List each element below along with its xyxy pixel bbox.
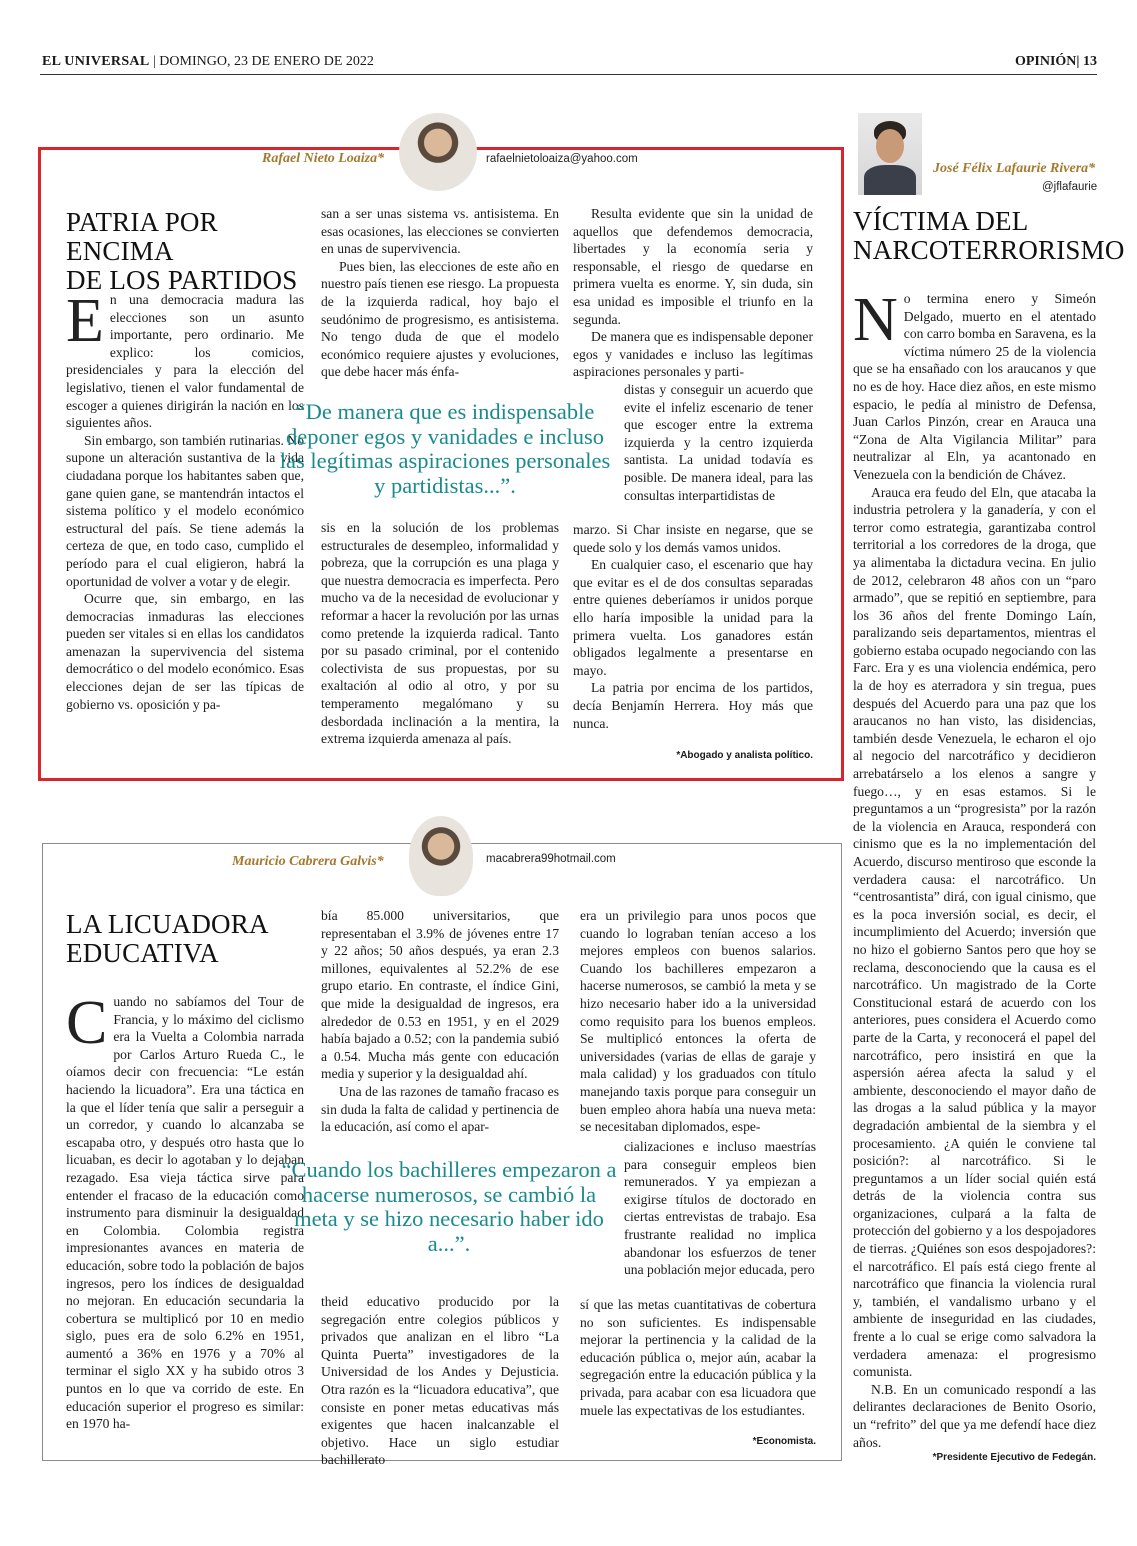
article-1-column-3-wrap: distas y conseguir un acuerdo que evite el infeliz escenario de tener que escoger entre la extrema izquierda y la centro izquierda santista. La unidad todavía es posible. De manera ideal, para las consultas interpartidistas de bbox=[624, 382, 813, 503]
article-2-column-1: Cuando no sabíamos del Tour de Francia, y lo máximo del ciclismo era la Vuelta a Colombia narrada por Carlos Arturo Rueda C., le oíamos decir con frecuencia: “Le están haciendo la licuadora”. Era una táctica en la que el líder tenía que salir a perseguir a un corredor, y cuando lo alcanzaba se escapaba otro, y después otro hasta que lo licuaban, es decir lo agotaban y lo dejaban rezagado. Esa vieja táctica sirve para entender el fracaso de la educación como instrumento para disminuir la desigualdad en Colombia. Colombia registra impresionantes avances en materia de educación, sobre todo la población de bajos ingresos, pero los índices de desigualdad no mejoran. En educación secundaria la cobertura se multiplicó por 10 en medio siglo, pues era de solo 6.2% en 1951, aumentó a 36% en 1976 y a 70% al terminar el siglo XX y ha subido otros 3 puntos en lo que va corrido de este. En educación superior el progreso es similar: en 1970 ha- bbox=[66, 989, 304, 1432]
author-note: *Presidente Ejecutivo de Fedegán. bbox=[932, 1452, 1096, 1463]
author-photo-nieto bbox=[399, 113, 477, 191]
author-name: Mauricio Cabrera Galvis* bbox=[232, 854, 384, 869]
author-email: rafaelnietoloaiza@yahoo.com bbox=[486, 153, 638, 165]
author-email: macabrera99hotmail.com bbox=[486, 853, 616, 865]
author-photo-cabrera bbox=[409, 816, 473, 896]
author-handle: @jflafaurie bbox=[1042, 181, 1098, 193]
article-2-column-3-wrap: cializaciones e incluso maestrías para conseguir empleos bien remunerados. Y ya empiezan a exigirse títulos de doctorado en ciertas entrevistas de trabajo. Esa frustrante realidad no implica abandonar los esfuerzos de tener una población mejor educada, pero bbox=[624, 1139, 816, 1278]
drop-cap: E bbox=[66, 287, 104, 355]
article-1-title: PATRIA POR ENCIMA DE LOS PARTIDOS bbox=[66, 207, 298, 295]
author-name: José Félix Lafaurie Rivera* bbox=[933, 161, 1096, 176]
article-1-column-1: En una democracia madura las elecciones son un asunto importante, pero ordinario. Me explico: los comicios, presidenciales y para la elección del legislativo, tienen el valor fundamental de escoger a quienes dirigirán la nación en los siguientes años. Sin embargo, son también rutinarias. No supone un alteración sustantiva de la vida ciudadana porque los habitantes saben que, gane quien gane, se mantendrán intactos el sistema político y el modelo económico estructural del país. Se tiene además la certeza de que, en todo caso, cumplido el período para el cual eligieron, habrá la oportunidad de volver a votar y de elegir. Ocurre que, sin embargo, en las democracias inmaduras las elecciones pueden ser vitales si en ellas los candidatos amenazan la supervivencia del sistema democrático o del modelo económico. Esas elecciones dejan de ser las típicas de gobierno vs. oposición y pa- bbox=[66, 287, 304, 712]
article-2-column-2-top: bía 85.000 universitarios, que representaban el 3.9% de jóvenes entre 17 y 22 años; 50 años después, ya eran 2.3 millones, equivalentes al 52.2% de ese grupo etario. En contraste, el índice Gini, que mide la desigualdad de ingresos, era alrededor de 0.53 en 1951, y en el 2029 había bajado a 0.52; con la pandemia subió a 0.54. Mucha más gente con educación media y superior y la desigualdad ahí. Una de las razones de tamaño fracaso es sin duda la falta de calidad y pertinencia de la educación, así como el apar- bbox=[321, 908, 559, 1135]
page-number: 13 bbox=[1083, 54, 1097, 69]
drop-cap: C bbox=[66, 989, 108, 1057]
article-2-column-3-bottom: sí que las metas cuantitativas de cobertura no son suficientes. Es indispensable mejorar la pertinencia y la calidad de la educación pública o, mejor aún, acabar la segregación entre la educación pública y la privada, para acabar con esa licuadora que muele las expectativas de los estudiantes. bbox=[580, 1297, 816, 1418]
author-note: *Abogado y analista político. bbox=[676, 750, 813, 761]
article-1-column-3-bottom: marzo. Si Char insiste en negarse, que se quede solo y los demás vamos unidos. En cualquier caso, el escenario que hay que evitar es el de dos consultas separadas entre quienes deberíamos ir unidos porque ello haría imposible la unidad para la primera vuelta. Los ganadores están obligados legalmente a presentarse en mayo. La patria por encima de los partidos, decía Benjamín Herrera. Hoy más que nunca. bbox=[573, 522, 813, 731]
article-3-title: VÍCTIMA DEL NARCOTERRORISMO bbox=[853, 206, 1125, 265]
article-1-column-3-top: Resulta evidente que sin la unidad de aquellos que defendemos democracia, libertades y la economía seria y responsable, el riesgo de quedarse en primera vuelta es enorme. Y, sin duda, sin esa unidad es imposible el triunfo en la segunda. De manera que es indispensable deponer egos y vanidades e incluso las legítimas aspiraciones personales y parti- bbox=[573, 206, 813, 380]
article-2-column-3-top: era un privilegio para unos pocos que cuando lo lograban tenían acceso a los mejores empleos con buenos salarios. Cuando los bachilleres empezaron a hacerse numerosos, se cambió la meta y se hizo necesario haber ido a la universidad como requisito para los buenos empleos. Se multiplicó entonces la oferta de universidades (varias de ellas de garaje y mala calidad) y los graduados con título manejando taxis porque para conseguir un buen empleo ahora había una nueva meta: se necesitaban diplomados, espe- bbox=[580, 908, 816, 1135]
drop-cap: N bbox=[853, 286, 898, 354]
issue-date: DOMINGO, 23 DE ENERO DE 2022 bbox=[159, 54, 374, 69]
article-1-column-2-top: san a ser unas sistema vs. antisistema. En esas ocasiones, las elecciones se convierten en unas de supervivencia. Pues bien, las elecciones de este año en nuestro país tienen ese riesgo. La propuesta de la izquierda radical, hoy bajo el seudónimo de progresismo, es antisistema. No tengo duda de que el modelo económico requiere ajustes y evoluciones, que debe hacer más énfa- bbox=[321, 206, 559, 380]
article-1-column-2-bottom: sis en la solución de los problemas estructurales de desempleo, informalidad y pobreza, que la corrupción es una plaga y que nuestra democracia es imperfecta. Pero mucho va de la necesidad de evolucionar y reformar a hacer la revolución por las urnas como pretende la izquierda radical. Tanto por su pasado criminal, por el contenido colectivista de sus propuestas, por su exaltación al odio al otro, y por su temperamento megalómano y su desbordada inclinación a la mentira, la extrema izquierda amenaza al país. bbox=[321, 520, 559, 747]
article-3-column: No termina enero y Simeón Delgado, muerto en el atentado con carro bomba en Saravena, es la víctima número 25 de la violencia que se ha ensañado con los araucanos y que no es de hoy. Hace diez años, en este mismo espacio, le pedía al ministro de Defensa, Juan Carlos Pinzón, crear en Arauca una “Zona de Alta Vigilancia Militar” para neutralizar al Eln, ya acantonado en Venezuela con la bendición de Chávez. Arauca era feudo del Eln, que atacaba la industria petrolera y la ganadería, y con el terror como estrategia, garantizaba control territorial a los corredores de la droga, que ya alimentaba la dictadura vecina. En julio de 2012, celebraron 48 años con un “paro armado”, que se repitió en septiembre, para los 36 años del frente Domingo Laín, paralizando seis departamentos, mientras el gobierno estaba ocupado negociando con las Farc. Era y es una violencia endémica, pero la de hoy es aterradora y sin tregua, pues después del Acuerdo para una paz que los araucanos no han visto, las disidencias, también desde Venezuela, le echaron el ojo al negocio del narcotráfico y decidieron arrebatárselo a los elenos a sangre y fuego…, y en esas estamos. Si le preguntamos a un “progresista” por la razón de la violencia en Arauca, responderá con cinismo que es la no implementación del Acuerdo, discurso mentiroso que esconde la verdadera causa: el narcotráfico. Un “centrosantista” dirá, con igual cinismo, que es la poca inversión social, es decir, el incumplimiento del Acuerdo; inversión que no hizo el gobierno Santos pero que hoy se reclama, desconociendo que la causa es el narcotráfico. Un magistrado de la Corte Constitucional estará de acuerdo con los anteriores, pues considera el Acuerdo como parte de la Carta, y reconocerá el papel del narcotráfico, pero insistirá en que la aspersión aérea afecta la salud y el ambiente, desconociendo el mayor daño de las drogas a la salud pública y la mayor degradación ambiental de la siembra y el procesamiento. ¿A quién le conviene tal posición?: al narcotráfico. Si le preguntamos a un líder social quién está detrás de la violencia contra sus organizaciones, culpará a la falta de protección del gobierno y a los despojadores de tierras. ¿Quiénes son esos despojadores?: el narcotráfico. El país está ciego frente al narcotráfico que financia la violencia rural y, también, el vandalismo urbano y el ambiente de inseguridad en las ciudades, frente a lo cual se erige como salvadora la verdadera amenaza: el progresismo comunista. N.B. En un comunicado respondí a las delirantes declaraciones de Benito Osorio, un “refrito” del que ya me defendí hace diez años. bbox=[853, 286, 1096, 1450]
pull-quote-1: “De manera que es indispensable deponer egos y vanidades e incluso las legítimas aspiraciones personales y partidistas...”. bbox=[279, 399, 611, 498]
author-note: *Economista. bbox=[752, 1436, 816, 1447]
pull-quote-2: “Cuando los bachilleres empezaron a hacerse numerosos, se cambió la meta y se hizo necesario haber ido a...”. bbox=[281, 1157, 617, 1256]
page-header-right: OPINIÓN| 13 bbox=[1014, 54, 1097, 69]
newspaper-name: EL UNIVERSAL bbox=[42, 54, 150, 69]
section-name: OPINIÓN bbox=[1014, 54, 1077, 69]
page-header-left: EL UNIVERSAL | DOMINGO, 23 DE ENERO DE 2022 bbox=[42, 54, 374, 69]
author-name: Rafael Nieto Loaiza* bbox=[262, 151, 385, 166]
article-2-title: LA LICUADORA EDUCATIVA bbox=[66, 909, 269, 968]
header-rule bbox=[40, 74, 1097, 75]
author-photo-lafaurie bbox=[858, 113, 922, 195]
article-2-column-2-bottom: theid educativo producido por la segregación entre colegios públicos y privados que analizan en el libro “La Quinta Puerta” investigadores de la Universidad de los Andes y Dejusticia. Otra razón es la “licuadora educativa”, que consiste en poner metas educativas más exigentes que hacen inalcanzable el objetivo. Hace un siglo estudiar bachillerato bbox=[321, 1294, 559, 1468]
